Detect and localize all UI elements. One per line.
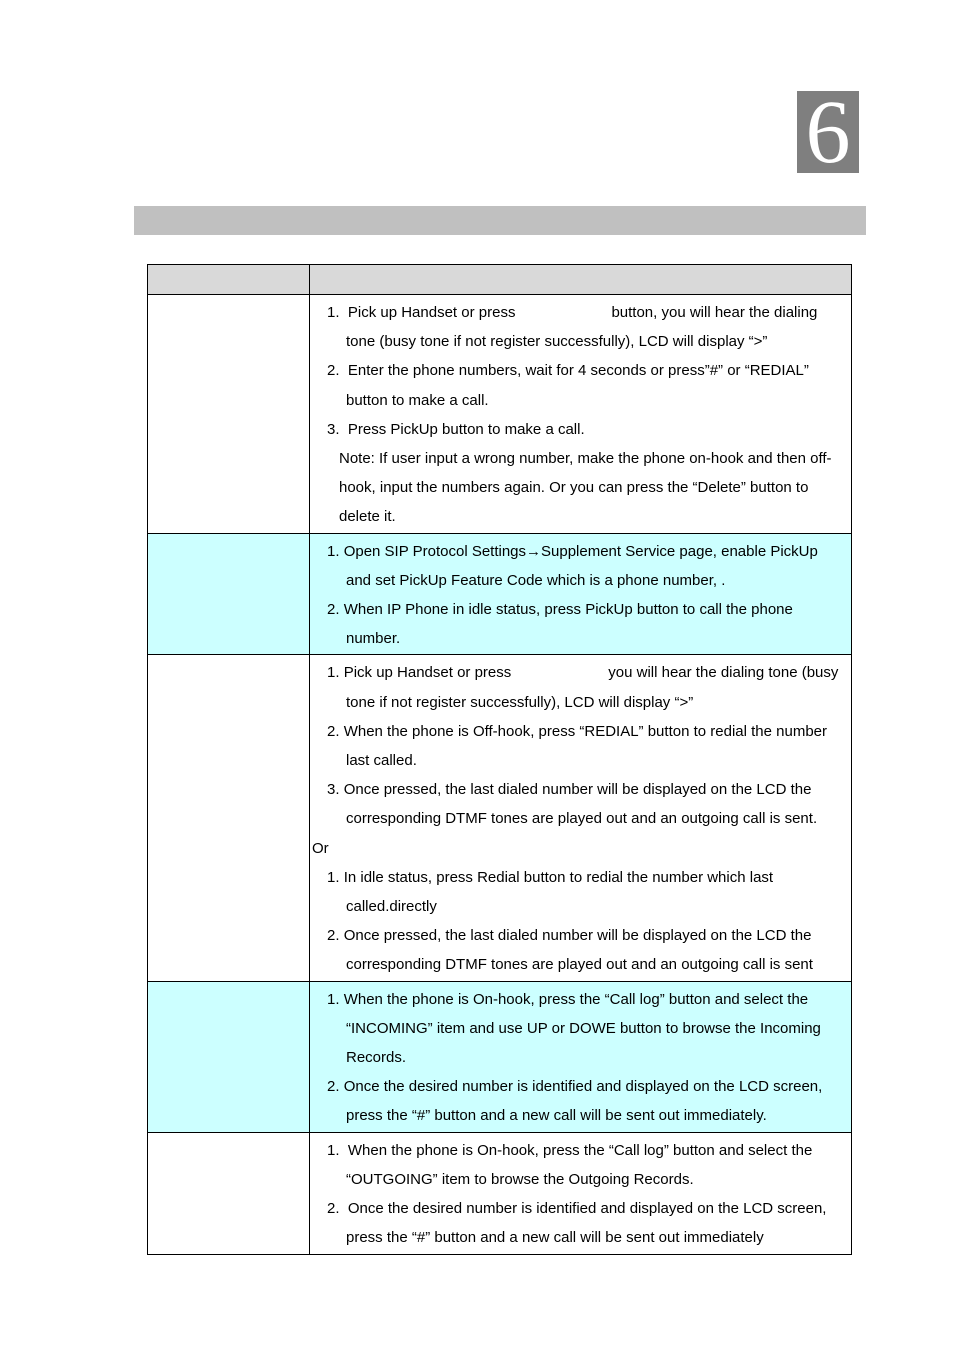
table-row bbox=[148, 655, 852, 981]
row-description bbox=[310, 533, 852, 655]
header-cell-function bbox=[148, 265, 310, 295]
section-title-bar bbox=[134, 206, 866, 235]
row-description bbox=[310, 981, 852, 1132]
list-item: 1. When the phone is On-hook, press the “Call log” button and select the “INCOMING” item and use UP or DOWE button to browse the Incoming Records. bbox=[327, 990, 821, 1067]
list-item: 1. When the phone is On-hook, press the “Call log” button and select the “OUTGOING” item to browse the Outgoing Records. bbox=[327, 1141, 813, 1188]
list-item: 1. Pick up Handset or press button, you will hear the dialing tone (busy tone if not register successfully), LCD will display “>” bbox=[327, 304, 818, 351]
chapter-number-badge bbox=[797, 83, 859, 182]
list-item: 3. Press PickUp button to make a call. bbox=[327, 420, 585, 438]
row-description bbox=[310, 295, 852, 534]
operations-table bbox=[147, 264, 852, 1255]
row-label bbox=[148, 655, 310, 981]
chapter-number: 6 bbox=[805, 83, 851, 182]
or-separator: Or bbox=[312, 839, 329, 857]
list-item: 2. Enter the phone numbers, wait for 4 seconds or press”#” or “REDIAL” button to make a call. bbox=[327, 362, 809, 409]
table-row bbox=[148, 981, 852, 1132]
row-description bbox=[310, 1132, 852, 1254]
list-item: 2. Once the desired number is identified and displayed on the LCD screen, press the “#” button and a new call will be sent out immediately. bbox=[327, 1078, 823, 1125]
list-item: 1. Open SIP Protocol Settings→Supplement Service page, enable PickUp and set PickUp Feature Code which is a phone number, . bbox=[327, 542, 818, 589]
row-label bbox=[148, 533, 310, 655]
table-row bbox=[148, 1132, 852, 1254]
table-row bbox=[148, 533, 852, 655]
list-item: 2. When the phone is Off-hook, press “REDIAL” button to redial the number last called. bbox=[327, 722, 827, 770]
list-item: 2. Once pressed, the last dialed number will be displayed on the LCD the corresponding DTMF tones are played out and an outgoing call is sent bbox=[327, 927, 813, 974]
list-item: 2. Once the desired number is identified and displayed on the LCD screen, press the “#” button and a new call will be sent out immediately bbox=[327, 1200, 827, 1247]
table-header-row bbox=[148, 265, 852, 295]
row-description bbox=[310, 655, 852, 981]
list-item: 2. When IP Phone in idle status, press PickUp button to call the phone number. bbox=[327, 601, 793, 648]
table-row bbox=[148, 295, 852, 534]
header-cell-operation bbox=[310, 265, 852, 295]
note-text: Note: If user input a wrong number, make the phone on-hook and then off-hook, input the numbers again. Or you can press the “Delete” button to delete it. bbox=[339, 450, 832, 526]
row-label bbox=[148, 981, 310, 1132]
row-label bbox=[148, 295, 310, 534]
list-item: 1. In idle status, press Redial button to redial the number which last called.directly bbox=[327, 868, 774, 916]
list-item: 3. Once pressed, the last dialed number will be displayed on the LCD the corresponding DTMF tones are played out and an outgoing call is sent. bbox=[327, 781, 818, 828]
row-label bbox=[148, 1132, 310, 1254]
list-item: 1. Pick up Handset or press you will hear the dialing tone (busy tone if not register successfully), LCD will display “>” bbox=[327, 664, 839, 711]
